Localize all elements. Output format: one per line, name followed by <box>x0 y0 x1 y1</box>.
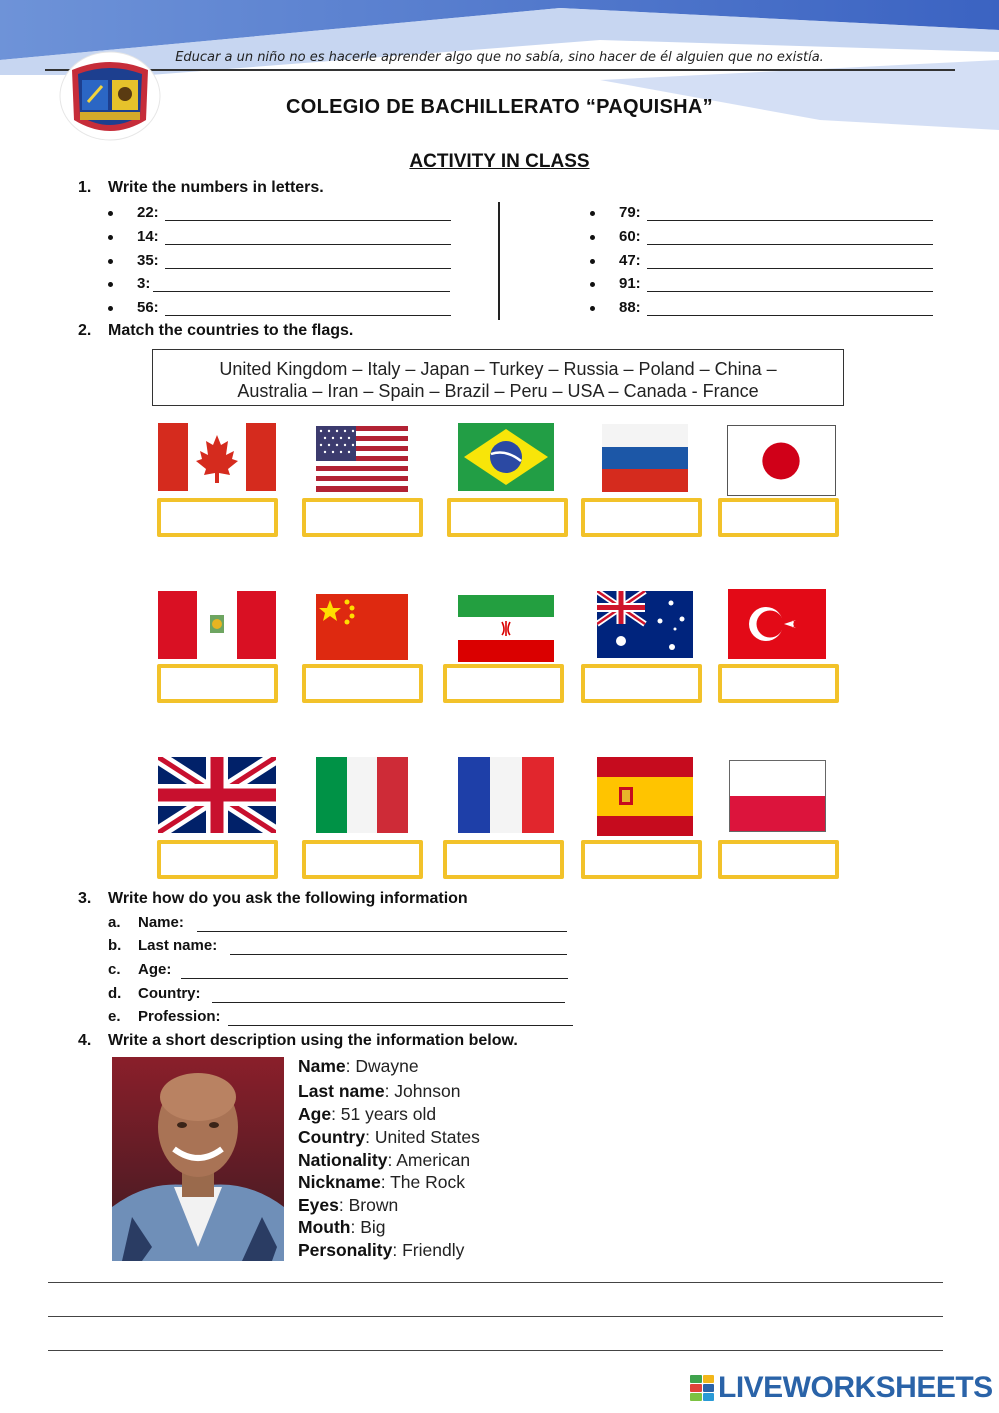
liveworksheets-logo <box>690 1370 993 1406</box>
answer-box-row1-1[interactable] <box>157 498 278 537</box>
spain-flag <box>597 757 693 836</box>
answer-line[interactable] <box>165 244 451 245</box>
number-label: 88: <box>619 299 641 316</box>
question-text: Match the countries to the flags. <box>108 322 354 339</box>
japan-flag <box>727 425 836 496</box>
question-item-name <box>108 914 568 936</box>
item-letter: c. <box>108 961 121 978</box>
question-3 <box>78 890 678 910</box>
answer-line[interactable] <box>165 268 451 269</box>
china-flag <box>316 594 408 660</box>
item-letter: b. <box>108 937 122 954</box>
answer-line[interactable] <box>647 220 933 221</box>
bullet <box>108 306 113 311</box>
answer-line[interactable] <box>165 315 451 316</box>
answer-line[interactable] <box>153 291 450 292</box>
france-flag <box>458 757 554 833</box>
question-item-profession <box>108 1008 574 1030</box>
bullet <box>108 211 113 216</box>
answer-box-row1-4[interactable] <box>581 498 702 537</box>
answer-line[interactable] <box>230 954 567 955</box>
info-key: Nationality <box>298 1150 388 1170</box>
question-number: 1. <box>78 179 92 196</box>
russia-flag <box>602 424 688 492</box>
item-label: Age: <box>138 961 172 978</box>
question-number: 2. <box>78 322 92 339</box>
answer-box-row3-3[interactable] <box>443 840 564 879</box>
number-label: 14: <box>137 228 159 245</box>
word-bank-line-2: Australia – Iran – Spain – Brazil – Peru – USA – Canada - France <box>237 381 759 401</box>
number-item-91 <box>590 274 934 296</box>
brazil-flag <box>458 423 554 491</box>
school-motto: Educar a un niño no es hacerle aprender algo que no sabía, sino hacer de él alguien que no existía. <box>175 50 824 65</box>
info-eyes: Eyes: Brown <box>298 1195 399 1215</box>
info-value: The Rock <box>390 1172 465 1192</box>
info-key: Country <box>298 1127 366 1147</box>
answer-line[interactable] <box>647 315 933 316</box>
iran-flag <box>458 595 554 662</box>
bullet <box>108 259 113 264</box>
peru-flag <box>158 591 276 659</box>
item-label: Profession: <box>138 1008 221 1025</box>
number-item-3 <box>108 274 452 296</box>
answer-box-row3-1[interactable] <box>157 840 278 879</box>
bullet <box>590 306 595 311</box>
answer-box-row1-5[interactable] <box>718 498 839 537</box>
bullet <box>590 259 595 264</box>
info-country: Country: United States <box>298 1127 480 1147</box>
answer-line[interactable] <box>181 978 568 979</box>
answer-line[interactable] <box>647 244 933 245</box>
number-item-79 <box>590 203 934 225</box>
info-value: United States <box>374 1127 480 1147</box>
info-value: Johnson <box>394 1081 461 1101</box>
info-key: Last name <box>298 1081 385 1101</box>
number-item-22 <box>108 203 452 225</box>
info-value: Friendly <box>402 1240 465 1260</box>
number-label: 35: <box>137 252 159 269</box>
item-label: Last name: <box>138 937 218 954</box>
answer-box-row3-5[interactable] <box>718 840 839 879</box>
number-item-56 <box>108 298 452 320</box>
info-age: Age: 51 years old <box>298 1104 437 1124</box>
question-item-country <box>108 985 568 1007</box>
number-item-60 <box>590 227 934 249</box>
answer-box-row2-1[interactable] <box>157 664 278 703</box>
canada-flag <box>158 423 276 491</box>
question-text: Write the numbers in letters. <box>108 179 324 196</box>
bullet <box>108 235 113 240</box>
number-item-14 <box>108 227 452 249</box>
info-value: Big <box>360 1217 386 1237</box>
usa-flag <box>316 426 408 492</box>
italy-flag <box>316 757 408 833</box>
info-value: Brown <box>348 1195 399 1215</box>
item-label: Country: <box>138 985 201 1002</box>
info-key: Nickname <box>298 1172 381 1192</box>
bullet <box>590 235 595 240</box>
info-value: Dwayne <box>355 1056 419 1076</box>
info-nickname: Nickname: The Rock <box>298 1172 465 1192</box>
info-last-name: Last name: Johnson <box>298 1081 461 1101</box>
info-name: Name: Dwayne <box>298 1056 419 1076</box>
answer-box-row3-2[interactable] <box>302 840 423 879</box>
uk-flag <box>158 757 276 833</box>
answer-line[interactable] <box>228 1025 573 1026</box>
number-label: 56: <box>137 299 159 316</box>
question-number: 4. <box>78 1032 92 1049</box>
writing-line-1[interactable] <box>48 1282 943 1283</box>
writing-line-2[interactable] <box>48 1316 943 1317</box>
word-bank <box>152 349 844 406</box>
number-label: 91: <box>619 275 641 292</box>
writing-line-3[interactable] <box>48 1350 943 1351</box>
info-value: American <box>396 1150 471 1170</box>
info-key: Eyes <box>298 1195 339 1215</box>
question-text: Write how do you ask the following information <box>108 890 468 907</box>
answer-box-row2-3[interactable] <box>443 664 564 703</box>
question-number: 3. <box>78 890 92 907</box>
column-divider <box>498 202 500 320</box>
answer-box-row2-2[interactable] <box>302 664 423 703</box>
brand-text: LIVEWORKSHEETS <box>718 1371 993 1404</box>
poland-flag <box>729 760 826 832</box>
info-key: Personality <box>298 1240 393 1260</box>
info-nationality: Nationality: American <box>298 1150 471 1170</box>
answer-box-row1-3[interactable] <box>447 498 568 537</box>
answer-box-row2-5[interactable] <box>718 664 839 703</box>
number-label: 47: <box>619 252 641 269</box>
item-letter: e. <box>108 1008 121 1025</box>
number-item-88 <box>590 298 934 320</box>
question-4 <box>78 1032 678 1052</box>
item-letter: d. <box>108 985 122 1002</box>
info-key: Name <box>298 1056 346 1076</box>
number-label: 60: <box>619 228 641 245</box>
brand-icon <box>690 1375 714 1401</box>
bullet <box>590 282 595 287</box>
bullet <box>590 211 595 216</box>
number-item-47 <box>590 251 934 273</box>
info-key: Mouth <box>298 1217 351 1237</box>
info-personality: Personality: Friendly <box>298 1240 465 1260</box>
item-label: Name: <box>138 914 184 931</box>
activity-title: ACTIVITY IN CLASS <box>409 151 590 172</box>
question-item-age <box>108 961 568 983</box>
question-text: Write a short description using the information below. <box>108 1032 518 1049</box>
bullet <box>108 282 113 287</box>
answer-line[interactable] <box>197 931 567 932</box>
info-value: 51 years old <box>340 1104 437 1124</box>
motto-underline <box>45 69 955 71</box>
answer-line[interactable] <box>212 1002 565 1003</box>
info-key: Age <box>298 1104 332 1124</box>
number-label: 79: <box>619 204 641 221</box>
number-item-35 <box>108 251 452 273</box>
info-mouth: Mouth: Big <box>298 1217 386 1237</box>
number-label: 22: <box>137 204 159 221</box>
australia-flag <box>597 591 693 658</box>
question-2 <box>78 322 678 342</box>
answer-line[interactable] <box>165 220 451 221</box>
answer-box-row1-2[interactable] <box>302 498 423 537</box>
person-photo <box>112 1057 284 1261</box>
answer-box-row2-4[interactable] <box>581 664 702 703</box>
answer-box-row3-4[interactable] <box>581 840 702 879</box>
question-item-last-name <box>108 937 568 959</box>
school-title: COLEGIO DE BACHILLERATO “PAQUISHA” <box>286 96 713 118</box>
word-bank-line-1: United Kingdom – Italy – Japan – Turkey – Russia – Poland – China – <box>219 359 777 379</box>
turkey-flag <box>728 589 826 659</box>
item-letter: a. <box>108 914 121 931</box>
answer-line[interactable] <box>647 268 933 269</box>
question-1 <box>78 179 678 199</box>
answer-line[interactable] <box>647 291 933 292</box>
number-label: 3: <box>137 275 151 292</box>
